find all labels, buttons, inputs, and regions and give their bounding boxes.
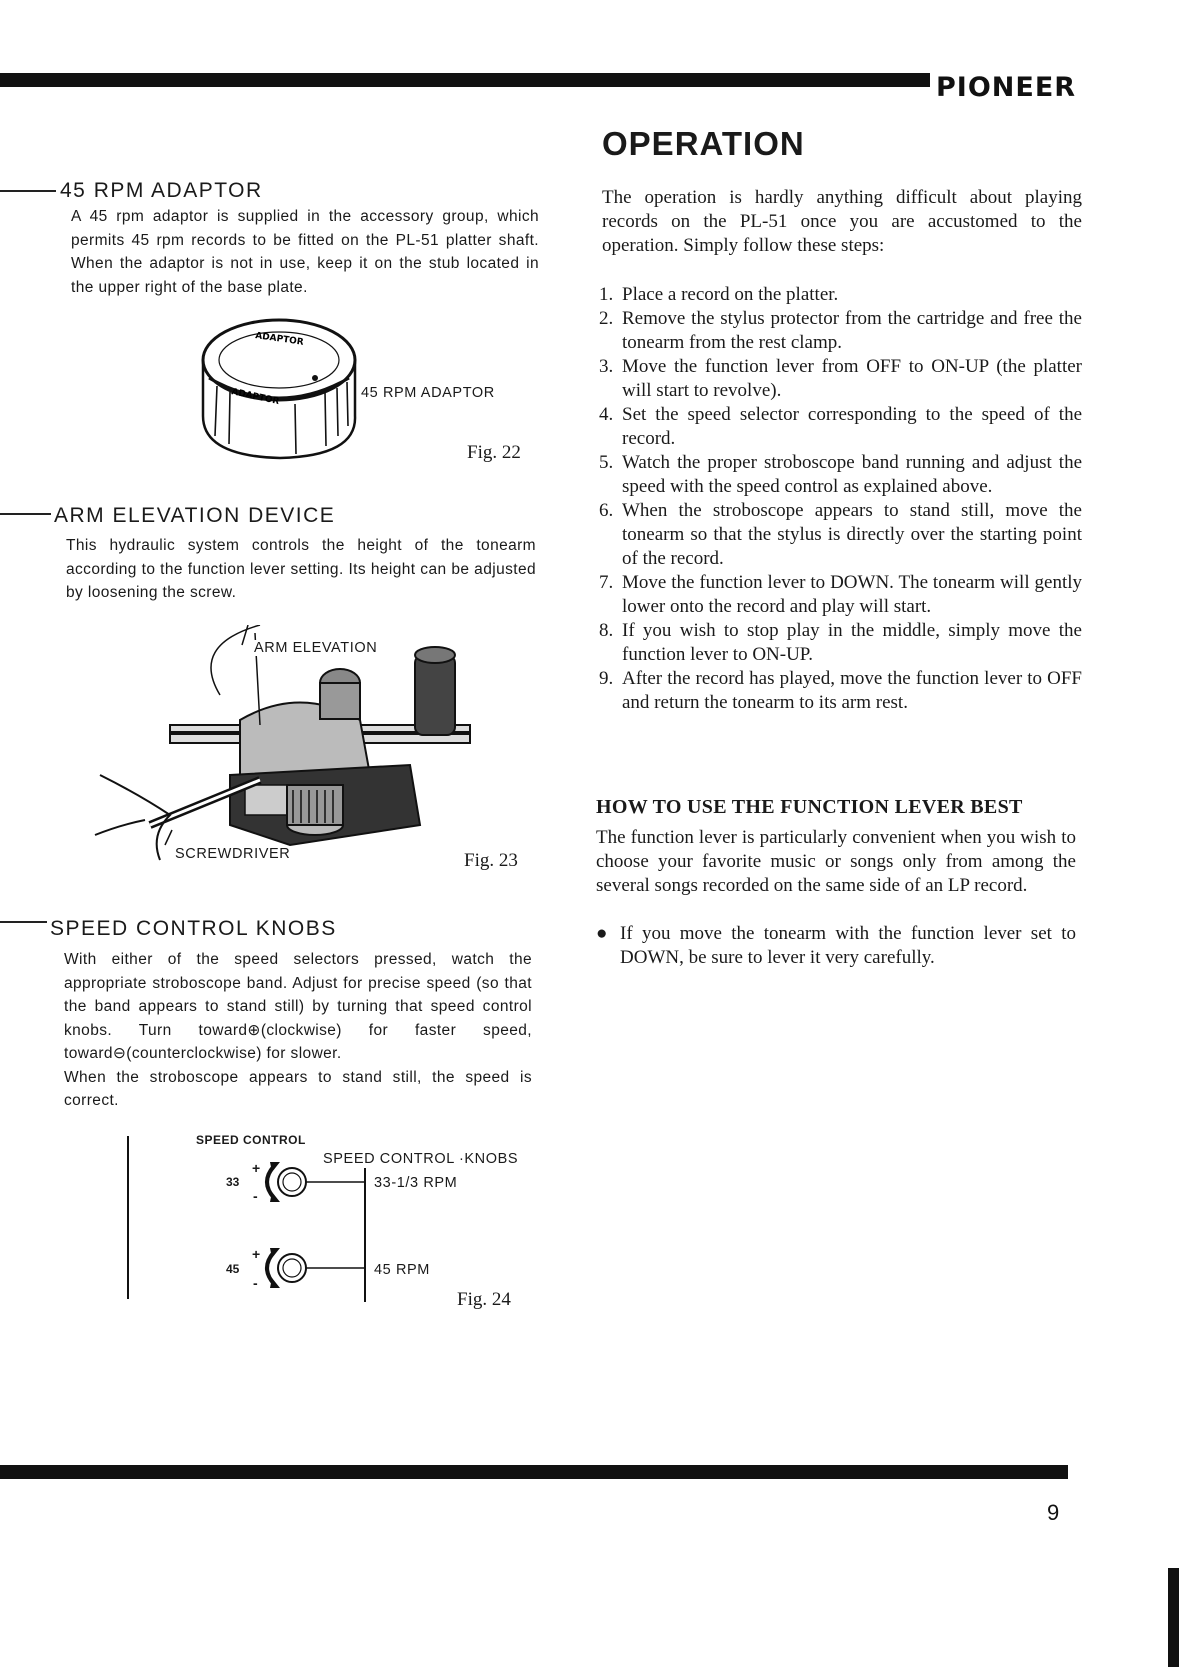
plus-sign-33: +: [252, 1160, 261, 1176]
bullet-icon: ●: [596, 923, 608, 944]
minus-sign-33: -: [253, 1188, 258, 1204]
section-rule: [0, 513, 51, 515]
step-item: 6. When the stroboscope appears to stand still, move the tonearm so that the stylus is directly over the starting point of the record.: [599, 500, 1082, 569]
operation-intro: The operation is hardly anything difficult about playing records on the PL-51 once you are accustomed to the operation. Simply follow these steps:: [602, 187, 1082, 256]
rpm-45-label: 45 RPM: [374, 1262, 430, 1278]
scan-edge-mark: [1168, 1568, 1179, 1667]
adaptor-text: A 45 rpm adaptor is supplied in the accessory group, which permits 45 rpm records to be fitted on the PL-51 platter shaft. When the adaptor is not in use, keep it on the stub located in the upper right of the base plate.: [71, 208, 539, 296]
speed-control-text: [64, 948, 532, 1113]
function-lever-heading: HOW TO USE THE FUNCTION LEVER BEST: [596, 796, 1023, 818]
adaptor-label: 45 RPM ADAPTOR: [361, 385, 495, 401]
fig24-left-rule: [127, 1136, 129, 1299]
footer-rule: [0, 1465, 1068, 1479]
adaptor-heading: 45 RPM ADAPTOR: [60, 179, 263, 202]
header-rule: [0, 73, 930, 87]
step-item: 3. Move the function lever from OFF to ON-UP (the platter will start to revolve).: [599, 356, 1082, 401]
fig24-caption: Fig. 24: [457, 1289, 511, 1310]
section-rule: [0, 921, 47, 923]
fig22-caption: Fig. 22: [467, 442, 521, 463]
function-lever-bullet: ● If you move the tonearm with the function lever set to DOWN, be sure to lever it very carefully.: [596, 923, 1076, 968]
section-rule: [0, 190, 56, 192]
brand-logo: PIONEER: [936, 72, 1077, 103]
speed-control-figure-title: SPEED CONTROL: [196, 1133, 306, 1147]
speed-45-label: 45: [226, 1262, 240, 1276]
arm-elevation-text: This hydraulic system controls the height of the tonearm according to the function lever setting. Its height can be adjusted by loosening the screw.: [66, 537, 536, 601]
knob-33-icon: [258, 1160, 368, 1204]
speed-control-knobs-label: SPEED CONTROL ·KNOBS: [323, 1151, 519, 1167]
speed-33-label: 33: [226, 1175, 240, 1189]
minus-sign-45: -: [253, 1275, 258, 1291]
arm-elevation-illustration: [90, 625, 490, 865]
arm-elevation-heading: ARM ELEVATION DEVICE: [54, 504, 336, 527]
step-item: 2. Remove the stylus protector from the cartridge and free the tonearm from the rest clamp.: [599, 308, 1082, 353]
rpm-33-label: 33-1/3 RPM: [374, 1175, 458, 1191]
operation-title: OPERATION: [602, 125, 805, 162]
function-lever-text: The function lever is particularly convenient when you wish to choose your favorite music or songs only from among the several songs recorded on the same side of an LP record.: [596, 827, 1076, 896]
step-item: 9. After the record has played, move the function lever to OFF and return the tonearm to its arm rest.: [599, 668, 1082, 713]
knob-45-icon: [258, 1246, 368, 1290]
step-item: 8. If you wish to stop play in the middle, simply move the function lever to ON-UP.: [599, 620, 1082, 665]
adaptor-illustration: [195, 318, 365, 468]
svg-text:ADAPTOR: ADAPTOR: [230, 387, 281, 408]
fig23-caption: Fig. 23: [464, 850, 518, 871]
operation-steps: [599, 283, 1082, 715]
adaptor-rim-text: ADAPTOR: [254, 331, 305, 348]
step-item: 7. Move the function lever to DOWN. The tonearm will gently lower onto the record and play will start.: [599, 572, 1082, 617]
page-number: 9: [1047, 1500, 1060, 1525]
plus-sign-45: +: [252, 1246, 261, 1262]
step-item: 4. Set the speed selector corresponding to the speed of the record.: [599, 404, 1082, 449]
step-item: 5. Watch the proper stroboscope band running and adjust the speed with the speed control as explained above.: [599, 452, 1082, 497]
speed-control-paragraph-1: With either of the speed selectors pressed, watch the appropriate stroboscope band. Adjust for precise speed (so that the band appears to stand still) by turning that speed control knobs. Turn toward⊕(clockwise) for faster speed, toward⊖(counterclockwise) for slower.: [64, 951, 532, 1062]
arm-elevation-label: ARM ELEVATION: [254, 640, 378, 656]
speed-control-heading: SPEED CONTROL KNOBS: [50, 917, 337, 940]
step-item: 1. Place a record on the platter.: [599, 284, 839, 305]
speed-control-paragraph-2: When the stroboscope appears to stand still, the speed is correct.: [64, 1068, 532, 1109]
screwdriver-label: SCREWDRIVER: [175, 846, 291, 862]
